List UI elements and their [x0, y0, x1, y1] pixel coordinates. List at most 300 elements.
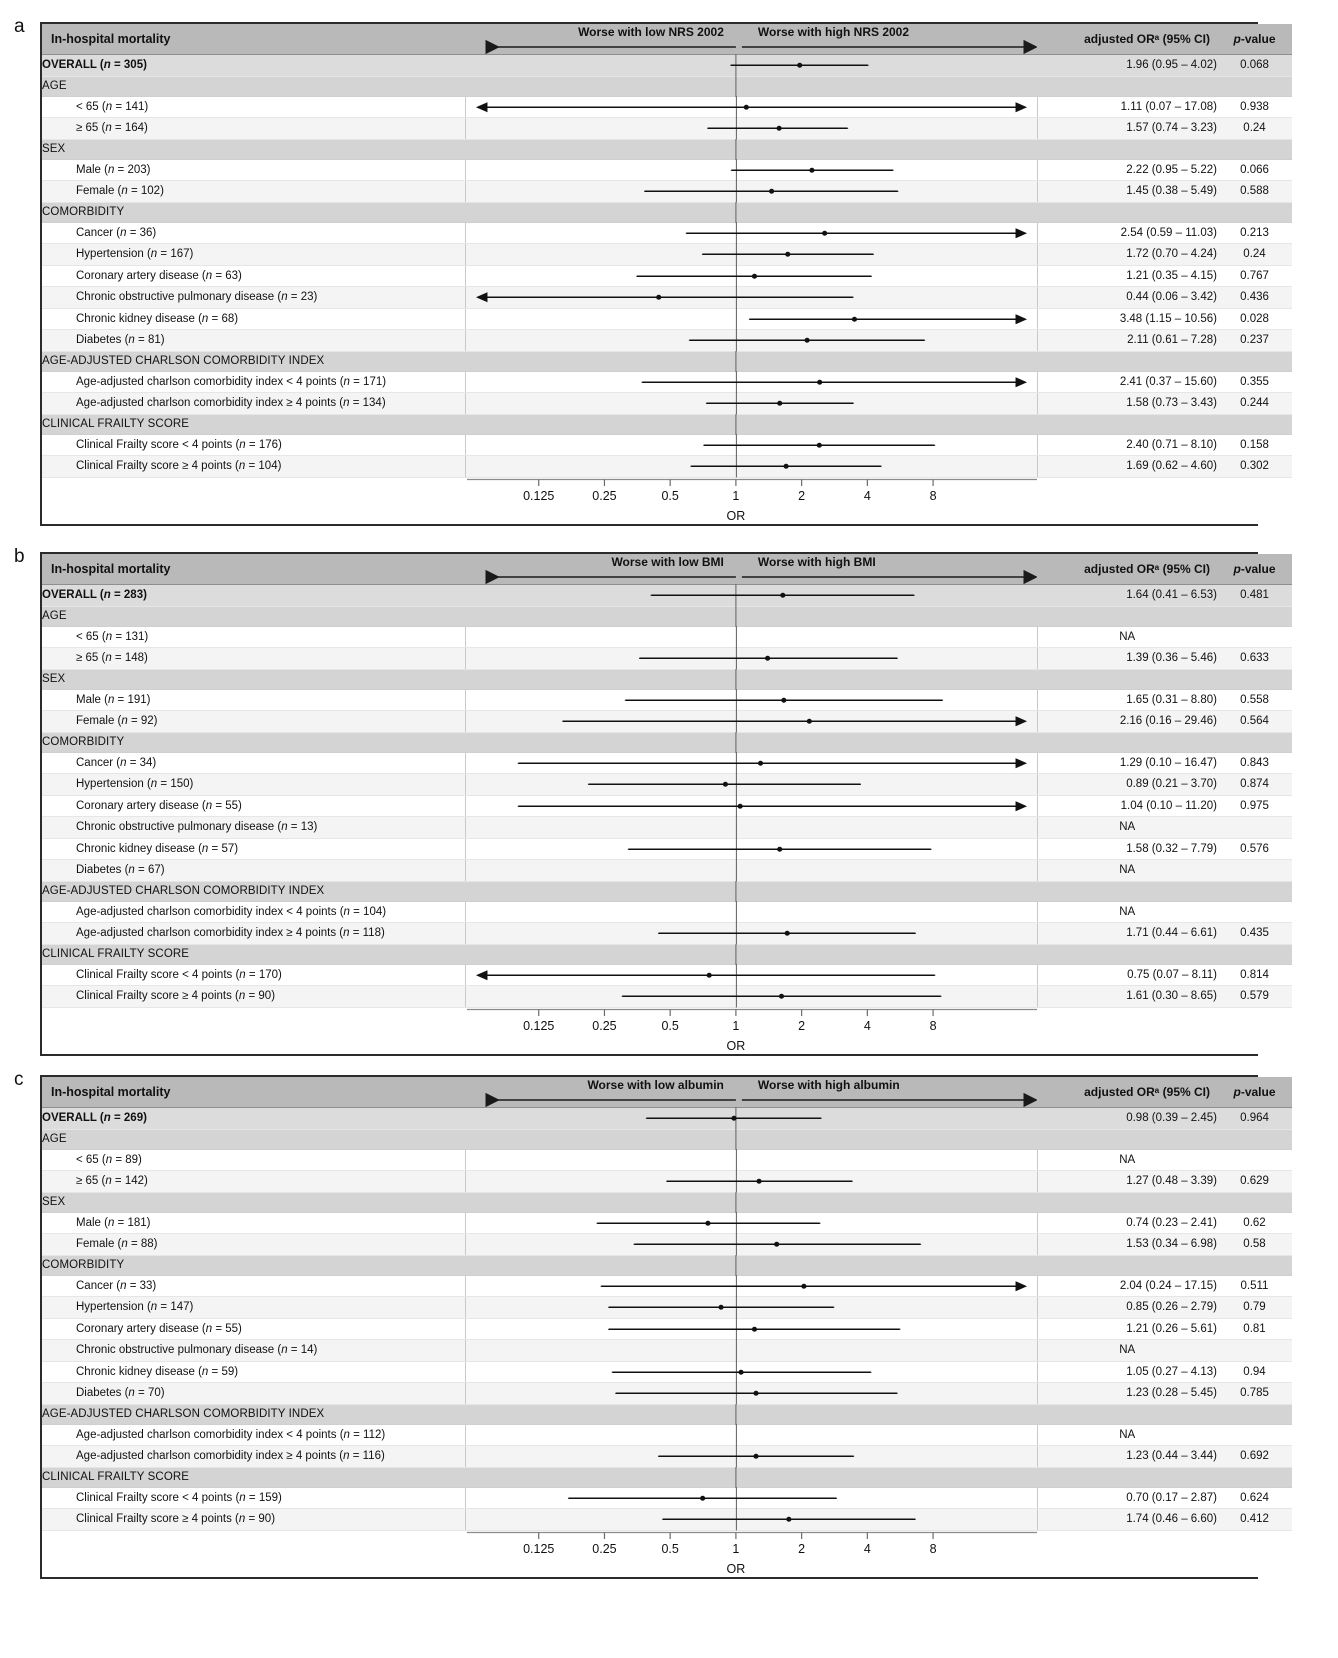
subgroup-header-row: [42, 139, 1292, 159]
subgroup-header-row: [42, 1255, 1292, 1275]
p-value: 0.579: [1217, 986, 1292, 1008]
subgroup-label: COMORBIDITY: [42, 202, 465, 222]
odds-ratio-value: 1.57 (0.74 – 3.23): [1037, 118, 1217, 140]
forest-data-row: [42, 287, 1292, 309]
p-value: 0.576: [1217, 838, 1292, 860]
forest-data-row: [42, 456, 1292, 478]
row-label: Chronic kidney disease (n = 59): [42, 1361, 465, 1383]
forest-data-row: [42, 774, 1292, 796]
forest-data-row: [42, 55, 1292, 77]
p-value: [1217, 606, 1292, 626]
forest-data-row: [42, 1318, 1292, 1340]
p-value: 0.964: [1217, 1108, 1292, 1130]
forest-plot-cell: [465, 393, 1037, 415]
subgroup-header-row: [42, 76, 1292, 96]
header-title: In-hospital mortality: [42, 1077, 465, 1108]
forest-plot-cell: [465, 1509, 1037, 1531]
x-tick-label: 0.5: [661, 1018, 679, 1033]
forest-panel-b: [40, 552, 1276, 1056]
p-value: 0.767: [1217, 265, 1292, 287]
p-value: [1217, 76, 1292, 96]
x-tick-label: 2: [798, 1541, 806, 1556]
forest-plot-cell: [465, 118, 1037, 140]
forest-plot-cell: [465, 817, 1037, 839]
subgroup-header-row: [42, 881, 1292, 901]
x-tick-label: 0.125: [523, 488, 555, 503]
p-value: [1217, 860, 1292, 882]
odds-ratio-value: 2.54 (0.59 – 11.03): [1037, 222, 1217, 244]
odds-ratio-value: 1.23 (0.28 – 5.45): [1037, 1383, 1217, 1405]
odds-ratio-value: 1.45 (0.38 – 5.49): [1037, 181, 1217, 203]
forest-plot-cell: [465, 860, 1037, 882]
odds-ratio-value: 2.11 (0.61 – 7.28): [1037, 330, 1217, 352]
left-direction-label: Worse with low NRS 2002: [578, 25, 724, 39]
forest-plot-cell: [465, 1129, 1037, 1149]
x-tick-label: 8: [929, 1018, 937, 1033]
forest-data-row: [42, 817, 1292, 839]
header-direction-arrows: [465, 554, 1037, 585]
p-value: 0.975: [1217, 795, 1292, 817]
table-header-row: [42, 1077, 1292, 1108]
forest-data-row: [42, 308, 1292, 330]
odds-ratio-value: 0.75 (0.07 – 8.11): [1037, 964, 1217, 986]
p-value: 0.412: [1217, 1509, 1292, 1531]
forest-plot-cell: [465, 774, 1037, 796]
row-label: Hypertension (n = 167): [42, 244, 465, 266]
forest-plot-cell: [465, 1404, 1037, 1424]
forest-plot-cell: [465, 456, 1037, 478]
odds-ratio-value: [1037, 202, 1217, 222]
row-label: OVERALL (n = 269): [42, 1108, 465, 1130]
forest-plot-cell: [465, 1212, 1037, 1234]
x-tick-label: 4: [863, 1018, 871, 1033]
forest-plot-cell: [465, 1297, 1037, 1319]
row-label: < 65 (n = 131): [42, 626, 465, 648]
row-label: Female (n = 102): [42, 181, 465, 203]
p-value: 0.62: [1217, 1212, 1292, 1234]
p-value: 0.244: [1217, 393, 1292, 415]
p-value: [1217, 817, 1292, 839]
row-label: < 65 (n = 141): [42, 96, 465, 118]
forest-table-a: [42, 24, 1292, 524]
header-direction-arrows: [465, 1077, 1037, 1108]
x-tick-label: 1: [732, 1541, 740, 1556]
header-adjusted-or: adjusted ORᵃ (95% CI): [1037, 554, 1217, 585]
p-value: [1217, 881, 1292, 901]
subgroup-label: AGE-ADJUSTED CHARLSON COMORBIDITY INDEX: [42, 1404, 465, 1424]
forest-plot-cell: [465, 265, 1037, 287]
axis-spacer-left: [42, 1530, 465, 1577]
row-label: Diabetes (n = 81): [42, 330, 465, 352]
forest-data-row: [42, 1149, 1292, 1171]
p-value: 0.511: [1217, 1275, 1292, 1297]
x-tick-label: 0.5: [661, 488, 679, 503]
odds-ratio-value: NA: [1037, 901, 1217, 923]
odds-ratio-value: 1.74 (0.46 – 6.60): [1037, 1509, 1217, 1531]
odds-ratio-value: 1.04 (0.10 – 11.20): [1037, 795, 1217, 817]
forest-plot-cell: [465, 330, 1037, 352]
subgroup-header-row: [42, 669, 1292, 689]
odds-ratio-value: 1.53 (0.34 – 6.98): [1037, 1234, 1217, 1256]
forest-plot-cell: [465, 1108, 1037, 1130]
x-axis-title: OR: [726, 1561, 746, 1576]
axis-spacer-p: [1217, 1007, 1292, 1054]
subgroup-label: COMORBIDITY: [42, 732, 465, 752]
subgroup-header-row: [42, 351, 1292, 371]
forest-plot-cell: [465, 308, 1037, 330]
subgroup-label: AGE: [42, 76, 465, 96]
forest-plot-cell: [465, 287, 1037, 309]
forest-data-row: [42, 181, 1292, 203]
forest-plot-cell: [465, 626, 1037, 648]
odds-ratio-value: 2.40 (0.71 – 8.10): [1037, 434, 1217, 456]
forest-plot-cell: [465, 222, 1037, 244]
x-tick-label: 2: [798, 1018, 806, 1033]
odds-ratio-value: 0.98 (0.39 – 2.45): [1037, 1108, 1217, 1130]
forest-data-row: [42, 689, 1292, 711]
axis-spacer-or: [1037, 477, 1217, 524]
p-value: 0.24: [1217, 118, 1292, 140]
p-value: [1217, 1340, 1292, 1362]
panel-letter-c: c: [14, 1069, 24, 1090]
row-label: Chronic kidney disease (n = 68): [42, 308, 465, 330]
odds-ratio-value: 2.41 (0.37 – 15.60): [1037, 371, 1217, 393]
odds-ratio-value: 1.11 (0.07 – 17.08): [1037, 96, 1217, 118]
row-label: Clinical Frailty score < 4 points (n = 170): [42, 964, 465, 986]
odds-ratio-value: [1037, 1255, 1217, 1275]
p-value: 0.068: [1217, 55, 1292, 77]
row-label: Cancer (n = 36): [42, 222, 465, 244]
p-value: 0.24: [1217, 244, 1292, 266]
forest-data-row: [42, 1383, 1292, 1405]
odds-ratio-value: 0.74 (0.23 – 2.41): [1037, 1212, 1217, 1234]
forest-data-row: [42, 96, 1292, 118]
subgroup-label: SEX: [42, 1192, 465, 1212]
forest-panel-a: [40, 22, 1276, 526]
subgroup-header-row: [42, 606, 1292, 626]
row-label: Cancer (n = 34): [42, 752, 465, 774]
odds-ratio-value: 1.21 (0.26 – 5.61): [1037, 1318, 1217, 1340]
right-direction-label: Worse with high BMI: [757, 555, 876, 569]
row-label: Hypertension (n = 147): [42, 1297, 465, 1319]
forest-plot-cell: [465, 1255, 1037, 1275]
row-label: Age-adjusted charlson comorbidity index ≥ 4 points (n = 134): [42, 393, 465, 415]
forest-plot-cell: [465, 1318, 1037, 1340]
forest-plot-cell: [465, 1275, 1037, 1297]
axis-spacer-p: [1217, 1530, 1292, 1577]
p-value: 0.436: [1217, 287, 1292, 309]
forest-data-row: [42, 1108, 1292, 1130]
x-axis: [465, 477, 1037, 524]
axis-row: [42, 1530, 1292, 1577]
row-label: ≥ 65 (n = 148): [42, 648, 465, 670]
row-label: Diabetes (n = 70): [42, 1383, 465, 1405]
forest-plot-cell: [465, 1467, 1037, 1487]
p-value: 0.94: [1217, 1361, 1292, 1383]
axis-spacer-p: [1217, 477, 1292, 524]
forest-data-row: [42, 222, 1292, 244]
odds-ratio-value: 0.70 (0.17 – 2.87): [1037, 1487, 1217, 1509]
row-label: Chronic kidney disease (n = 57): [42, 838, 465, 860]
odds-ratio-value: 0.85 (0.26 – 2.79): [1037, 1297, 1217, 1319]
p-value: 0.158: [1217, 434, 1292, 456]
odds-ratio-value: NA: [1037, 1149, 1217, 1171]
axis-spacer-left: [42, 477, 465, 524]
header-title: In-hospital mortality: [42, 554, 465, 585]
subgroup-label: AGE-ADJUSTED CHARLSON COMORBIDITY INDEX: [42, 881, 465, 901]
forest-plot-cell: [465, 1149, 1037, 1171]
subgroup-label: CLINICAL FRAILTY SCORE: [42, 944, 465, 964]
forest-data-row: [42, 711, 1292, 733]
p-value: 0.355: [1217, 371, 1292, 393]
odds-ratio-value: 1.05 (0.27 – 4.13): [1037, 1361, 1217, 1383]
row-label: Age-adjusted charlson comorbidity index ≥ 4 points (n = 118): [42, 923, 465, 945]
p-value: [1217, 1467, 1292, 1487]
row-label: Female (n = 92): [42, 711, 465, 733]
forest-plot-cell: [465, 1446, 1037, 1468]
forest-data-row: [42, 1424, 1292, 1446]
forest-plot-cell: [465, 139, 1037, 159]
p-value: [1217, 1149, 1292, 1171]
subgroup-header-row: [42, 1467, 1292, 1487]
subgroup-header-row: [42, 732, 1292, 752]
forest-plot-cell: [465, 901, 1037, 923]
x-tick-label: 1: [732, 1018, 740, 1033]
p-value: 0.692: [1217, 1446, 1292, 1468]
odds-ratio-value: [1037, 414, 1217, 434]
forest-data-row: [42, 752, 1292, 774]
p-value: [1217, 732, 1292, 752]
p-value: 0.435: [1217, 923, 1292, 945]
axis-spacer-left: [42, 1007, 465, 1054]
forest-data-row: [42, 1340, 1292, 1362]
x-tick-label: 4: [863, 488, 871, 503]
forest-data-row: [42, 265, 1292, 287]
left-direction-label: Worse with low albumin: [587, 1078, 724, 1092]
p-value: 0.633: [1217, 648, 1292, 670]
odds-ratio-value: [1037, 944, 1217, 964]
odds-ratio-value: [1037, 139, 1217, 159]
p-value: 0.629: [1217, 1171, 1292, 1193]
panel-letter-a: a: [14, 16, 25, 37]
odds-ratio-value: 1.71 (0.44 – 6.61): [1037, 923, 1217, 945]
odds-ratio-value: 1.65 (0.31 – 8.80): [1037, 689, 1217, 711]
p-value: 0.58: [1217, 1234, 1292, 1256]
row-label: Chronic obstructive pulmonary disease (n = 14): [42, 1340, 465, 1362]
row-label: Chronic obstructive pulmonary disease (n = 13): [42, 817, 465, 839]
forest-data-row: [42, 1297, 1292, 1319]
p-value: 0.481: [1217, 585, 1292, 607]
p-value: 0.81: [1217, 1318, 1292, 1340]
forest-plot-cell: [465, 606, 1037, 626]
subgroup-label: AGE: [42, 606, 465, 626]
axis-spacer-or: [1037, 1530, 1217, 1577]
p-value: 0.558: [1217, 689, 1292, 711]
forest-plot-cell: [465, 1383, 1037, 1405]
forest-plot-cell: [465, 923, 1037, 945]
forest-plot-cell: [465, 244, 1037, 266]
header-p-value: p-value: [1217, 24, 1292, 55]
row-label: Cancer (n = 33): [42, 1275, 465, 1297]
header-adjusted-or: adjusted ORᵃ (95% CI): [1037, 24, 1217, 55]
forest-data-row: [42, 648, 1292, 670]
row-label: Male (n = 203): [42, 159, 465, 181]
odds-ratio-value: [1037, 1129, 1217, 1149]
forest-plot-cell: [465, 181, 1037, 203]
forest-data-row: [42, 159, 1292, 181]
odds-ratio-value: 2.22 (0.95 – 5.22): [1037, 159, 1217, 181]
forest-data-row: [42, 393, 1292, 415]
x-tick-label: 2: [798, 488, 806, 503]
forest-plot-cell: [465, 795, 1037, 817]
row-label: Coronary artery disease (n = 55): [42, 795, 465, 817]
forest-data-row: [42, 1171, 1292, 1193]
forest-data-row: [42, 901, 1292, 923]
x-tick-label: 0.5: [661, 1541, 679, 1556]
subgroup-label: SEX: [42, 669, 465, 689]
odds-ratio-value: 1.39 (0.36 – 5.46): [1037, 648, 1217, 670]
p-value: [1217, 901, 1292, 923]
header-title: In-hospital mortality: [42, 24, 465, 55]
odds-ratio-value: NA: [1037, 817, 1217, 839]
forest-plot-cell: [465, 55, 1037, 77]
x-tick-label: 0.125: [523, 1541, 555, 1556]
forest-plot-cell: [465, 838, 1037, 860]
odds-ratio-value: 1.27 (0.48 – 3.39): [1037, 1171, 1217, 1193]
forest-plot-cell: [465, 986, 1037, 1008]
odds-ratio-value: NA: [1037, 860, 1217, 882]
odds-ratio-value: 2.04 (0.24 – 17.15): [1037, 1275, 1217, 1297]
forest-data-row: [42, 986, 1292, 1008]
x-tick-label: 4: [863, 1541, 871, 1556]
left-direction-label: Worse with low BMI: [611, 555, 724, 569]
forest-plot-cell: [465, 648, 1037, 670]
forest-data-row: [42, 964, 1292, 986]
row-label: Clinical Frailty score < 4 points (n = 176): [42, 434, 465, 456]
odds-ratio-value: [1037, 606, 1217, 626]
p-value: 0.938: [1217, 96, 1292, 118]
forest-data-row: [42, 626, 1292, 648]
odds-ratio-value: 1.29 (0.10 – 16.47): [1037, 752, 1217, 774]
forest-plot-cell: [465, 689, 1037, 711]
p-value: 0.237: [1217, 330, 1292, 352]
forest-plot-cell: [465, 414, 1037, 434]
axis-spacer-or: [1037, 1007, 1217, 1054]
odds-ratio-value: [1037, 732, 1217, 752]
odds-ratio-value: [1037, 351, 1217, 371]
forest-plot-cell: [465, 1340, 1037, 1362]
row-label: Age-adjusted charlson comorbidity index ≥ 4 points (n = 116): [42, 1446, 465, 1468]
forest-data-row: [42, 838, 1292, 860]
odds-ratio-value: [1037, 1404, 1217, 1424]
x-axis-title: OR: [726, 1038, 746, 1053]
x-axis-title: OR: [726, 508, 746, 523]
p-value: 0.066: [1217, 159, 1292, 181]
odds-ratio-value: 1.58 (0.32 – 7.79): [1037, 838, 1217, 860]
subgroup-header-row: [42, 1192, 1292, 1212]
forest-data-row: [42, 795, 1292, 817]
header-adjusted-or: adjusted ORᵃ (95% CI): [1037, 1077, 1217, 1108]
p-value: 0.624: [1217, 1487, 1292, 1509]
forest-data-row: [42, 118, 1292, 140]
x-tick-label: 0.125: [523, 1018, 555, 1033]
forest-data-row: [42, 923, 1292, 945]
odds-ratio-value: NA: [1037, 1424, 1217, 1446]
p-value: [1217, 1255, 1292, 1275]
p-value: 0.874: [1217, 774, 1292, 796]
row-label: Male (n = 191): [42, 689, 465, 711]
forest-data-row: [42, 1509, 1292, 1531]
subgroup-label: AGE: [42, 1129, 465, 1149]
forest-data-row: [42, 1212, 1292, 1234]
forest-data-row: [42, 371, 1292, 393]
forest-plot-cell: [465, 585, 1037, 607]
p-value: [1217, 1404, 1292, 1424]
header-p-value: p-value: [1217, 1077, 1292, 1108]
row-label: Age-adjusted charlson comorbidity index < 4 points (n = 112): [42, 1424, 465, 1446]
forest-data-row: [42, 434, 1292, 456]
subgroup-label: AGE-ADJUSTED CHARLSON COMORBIDITY INDEX: [42, 351, 465, 371]
odds-ratio-value: 3.48 (1.15 – 10.56): [1037, 308, 1217, 330]
p-value: 0.785: [1217, 1383, 1292, 1405]
table-header-row: [42, 554, 1292, 585]
p-value: 0.843: [1217, 752, 1292, 774]
odds-ratio-value: 1.64 (0.41 – 6.53): [1037, 585, 1217, 607]
subgroup-label: SEX: [42, 139, 465, 159]
p-value: [1217, 351, 1292, 371]
forest-plot-cell: [465, 434, 1037, 456]
p-value: [1217, 139, 1292, 159]
forest-plot-cell: [465, 371, 1037, 393]
x-tick-label: 8: [929, 488, 937, 503]
x-tick-label: 0.25: [592, 1541, 617, 1556]
p-value: 0.588: [1217, 181, 1292, 203]
row-label: Coronary artery disease (n = 55): [42, 1318, 465, 1340]
p-value: 0.028: [1217, 308, 1292, 330]
p-value: 0.213: [1217, 222, 1292, 244]
forest-panel-c: [40, 1075, 1276, 1579]
forest-data-row: [42, 1487, 1292, 1509]
odds-ratio-value: 1.72 (0.70 – 4.24): [1037, 244, 1217, 266]
row-label: Clinical Frailty score ≥ 4 points (n = 90): [42, 1509, 465, 1531]
odds-ratio-value: NA: [1037, 1340, 1217, 1362]
row-label: Hypertension (n = 150): [42, 774, 465, 796]
p-value: 0.79: [1217, 1297, 1292, 1319]
row-label: Clinical Frailty score ≥ 4 points (n = 104): [42, 456, 465, 478]
panel-letter-b: b: [14, 546, 25, 567]
x-tick-label: 8: [929, 1541, 937, 1556]
forest-plot-cell: [465, 944, 1037, 964]
p-value: [1217, 1192, 1292, 1212]
odds-ratio-value: [1037, 881, 1217, 901]
odds-ratio-value: 0.44 (0.06 – 3.42): [1037, 287, 1217, 309]
row-label: Clinical Frailty score ≥ 4 points (n = 90): [42, 986, 465, 1008]
x-axis: [465, 1007, 1037, 1054]
axis-row: [42, 477, 1292, 524]
p-value: 0.564: [1217, 711, 1292, 733]
forest-data-row: [42, 860, 1292, 882]
subgroup-header-row: [42, 1129, 1292, 1149]
forest-table-c: [42, 1077, 1292, 1577]
x-axis: [465, 1530, 1037, 1577]
row-label: OVERALL (n = 305): [42, 55, 465, 77]
odds-ratio-value: 1.21 (0.35 – 4.15): [1037, 265, 1217, 287]
row-label: Age-adjusted charlson comorbidity index < 4 points (n = 104): [42, 901, 465, 923]
p-value: [1217, 1129, 1292, 1149]
odds-ratio-value: 0.89 (0.21 – 3.70): [1037, 774, 1217, 796]
header-direction-arrows: [465, 24, 1037, 55]
odds-ratio-value: [1037, 76, 1217, 96]
